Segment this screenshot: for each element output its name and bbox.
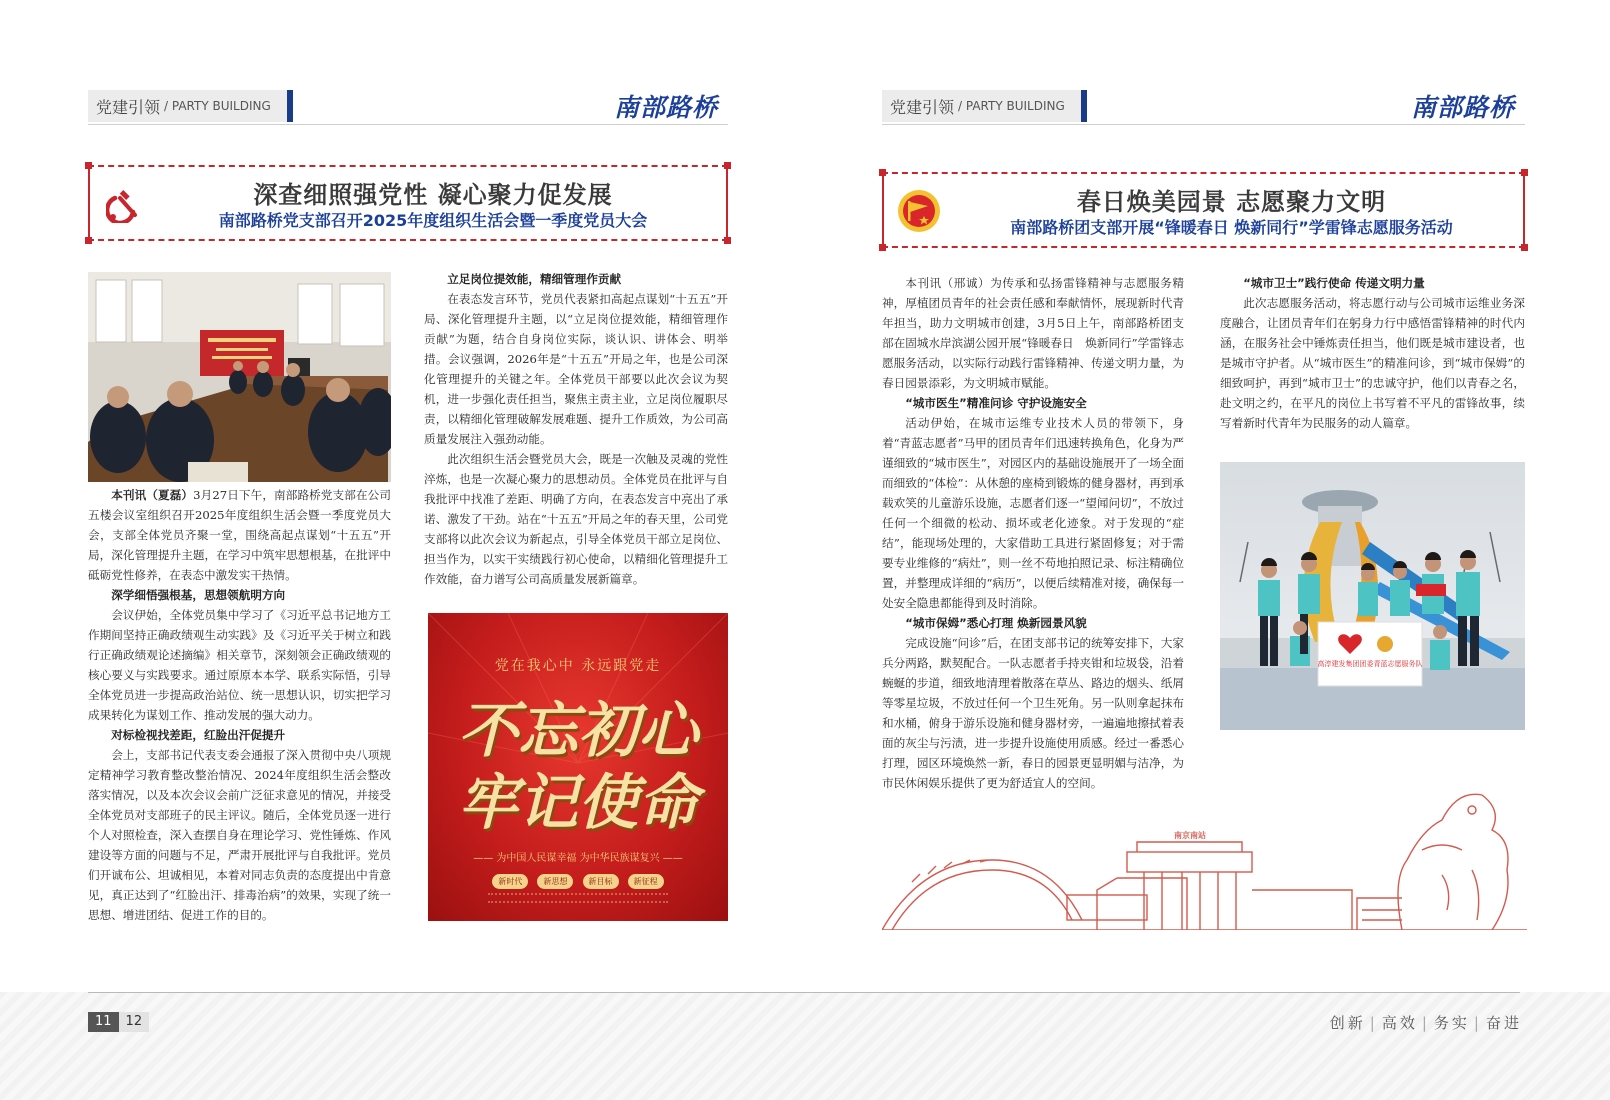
header-rule bbox=[293, 124, 728, 125]
right-column-2 bbox=[1220, 273, 1525, 433]
page-number-left: 11 bbox=[88, 1012, 119, 1032]
slogan-word: 奋进 bbox=[1485, 1014, 1522, 1032]
section-text-3: 在表态发言环节，党员代表紧扣高起点谋划“十五五”开局、深化管理提升主题，以“立足岗位提效能，精细管理作贡献”为题，结合自身岗位实际，谈认识、讲体会、明举措。会议强调，2026年是“十五五”开局之年，也是公司深化管理提升的关键之年。全体党员干部要以此次会议为契机，进一步强化责任担当，聚焦主责主业，立足岗位履职尽责，以精细化管理破解发展难题、提升工作质效，为公司高质量发展注入强劲动能。 bbox=[424, 292, 728, 446]
right-header bbox=[882, 90, 1525, 126]
header-rule-under-tab bbox=[88, 124, 293, 125]
station-label: 南京南站 bbox=[1174, 831, 1206, 840]
poster-line-2: 牢记使命 bbox=[458, 768, 698, 838]
footer-slogan: 创新 | 高效 | 务实 | 奋进 bbox=[1329, 1014, 1522, 1032]
section-text-1: 会议伊始，全体党员集中学习了《习近平总书记地方工作期间坚持正确政绩观生动实践》及《习近平关于树立和践行正确政绩观论述摘编》相关章节，深刻领会正确政绩观的核心要义与实践要求。通过原原本本学、联系实际悟，引导全体党员进一步提高政治站位、统一思想认识，切实把学习成果转化为谋划工作、推动发展的强大动力。 bbox=[88, 608, 391, 722]
poster-chip: 新时代 bbox=[492, 874, 528, 889]
page-numbers bbox=[88, 1010, 149, 1032]
youth-league-emblem-icon bbox=[896, 188, 942, 234]
header-rule bbox=[882, 124, 1525, 125]
section-heading-2: 对标检视找差距，红脸出汗促提升 bbox=[111, 728, 286, 742]
left-column-2 bbox=[424, 269, 728, 589]
closing-paragraph: 此次组织生活会暨党员大会，既是一次触及灵魂的党性淬炼，也是一次凝心聚力的思想动员。全体党员在批评与自我批评中找准了差距、明确了方向，在表态发言中亮出了承诺、激发了干劲。站在“十五五”开局之年的春天里，公司党支部将以此次会议为新起点，引导全体党员干部立足岗位、担当作为，以实干实绩践行初心使命，以精细化管理提升工作效能，奋力谱写公司高质量发展新篇章。 bbox=[424, 452, 728, 586]
meeting-photo bbox=[88, 272, 391, 482]
right-article-title: 春日焕美园景 志愿聚力文明 bbox=[1076, 188, 1387, 216]
section-heading-1: 深学细悟强根基，思想领航明方向 bbox=[111, 588, 286, 602]
slogan-word: 创新 bbox=[1329, 1014, 1366, 1032]
footer-rule bbox=[88, 992, 1520, 993]
left-column-1 bbox=[88, 485, 391, 925]
brand-logo: 南部路桥 bbox=[613, 93, 718, 122]
brand-logo: 南部路桥 bbox=[1410, 93, 1515, 122]
footer-band bbox=[0, 992, 1610, 1100]
right-title-box bbox=[882, 172, 1525, 248]
poster-line-1: 不忘初心 bbox=[458, 696, 698, 766]
right-column-1 bbox=[882, 273, 1184, 793]
lead-byline: 本刊讯（夏磊） bbox=[111, 488, 194, 502]
section-label-cn: 党建引领 bbox=[96, 97, 161, 117]
banner-text: 高淳建发集团团委青蓝志愿服务队 bbox=[1317, 660, 1423, 668]
poster-bottom-slogan: —— 为中国人民谋幸福 为中华民族谋复兴 —— bbox=[473, 853, 683, 864]
volunteer-photo bbox=[1220, 462, 1525, 730]
left-article-subtitle: 南部路桥党支部召开2025年度组织生活会暨一季度党员大会 bbox=[218, 211, 648, 230]
party-poster bbox=[428, 613, 728, 921]
intro-paragraph: 本刊讯（邢诚）为传承和弘扬雷锋精神与志愿服务精神，厚植团员青年的社会责任感和奉献情怀，展现新时代青年担当，助力文明城市创建，3月5日上午，南部路桥团支部在固城水岸滨湖公园开展“锋暖春日 焕新同行”学雷锋志愿服务活动，以实际行动践行雷锋精神、传递文明力量，为春日园景添彩，为文明城市赋能。 bbox=[882, 276, 1184, 390]
slogan-word: 高效 bbox=[1381, 1014, 1418, 1032]
hammer-sickle-icon bbox=[106, 187, 142, 223]
poster-chips bbox=[428, 869, 728, 889]
left-article-title: 深查细照强党性 凝心聚力促发展 bbox=[253, 181, 613, 209]
poster-chip: 新征程 bbox=[628, 874, 664, 889]
section-label-cn: 党建引领 bbox=[890, 97, 955, 117]
poster-fine-print bbox=[488, 893, 668, 903]
section-label-en: / PARTY BUILDING bbox=[164, 99, 271, 113]
poster-chip: 新目标 bbox=[583, 874, 619, 889]
lead-text: 3月27日下午，南部路桥党支部在公司五楼会议室组织召开2025年度组织生活会暨一季度党员大会，支部全体党员齐聚一堂，围绕高起点谋划“十五五”开局，深化管理提升主题，在学习中筑牢思想根基，在批评中砥砺党性修养，在表态中激发实干热情。 bbox=[88, 488, 391, 582]
left-page bbox=[0, 0, 805, 960]
section-text-3: 此次志愿服务活动，将志愿行动与公司城市运维业务深度融合，让团员青年们在躬身力行中感悟雷锋精神的时代内涵，在服务社会中锤炼责任担当，他们既是城市建设者，也是城市守护者。从“城市医生”的精准问诊，到“城市保姆”的细致呵护，再到“城市卫士”的忠诚守护，他们以青春之名，赴文明之约，在平凡的岗位上书写着不平凡的雷锋故事，续写着新时代青年为民服务的动人篇章。 bbox=[1220, 296, 1525, 430]
city-skyline-illustration bbox=[882, 770, 1527, 930]
section-label-en: / PARTY BUILDING bbox=[958, 99, 1065, 113]
right-article-subtitle: 南部路桥团支部开展“锋暖春日 焕新同行”学雷锋志愿服务活动 bbox=[1010, 218, 1453, 237]
poster-top-slogan: 党在我心中 永远跟党走 bbox=[494, 658, 662, 674]
page-number-right: 12 bbox=[119, 1012, 150, 1032]
section-heading-1: “城市医生”精准问诊 守护设施安全 bbox=[905, 396, 1087, 410]
section-text-2: 完成设施“问诊”后，在团支部书记的统筹安排下，大家兵分两路，默契配合。一队志愿者手持夹钳和垃圾袋，沿着蜿蜒的步道，细致地清理着散落在草丛、路边的烟头、纸屑等零星垃圾，不放过任何一个卫生死角。另一队则拿起抹布和水桶，俯身于游乐设施和健身器材旁，一遍遍地擦拭着表面的灰尘与污渍，进一步提升设施使用质感。经过一番悉心打理，园区环境焕然一新，春日的园景更显明媚与洁净，为市民休闲娱乐提供了更为舒适宜人的空间。 bbox=[882, 636, 1184, 790]
right-page bbox=[805, 0, 1610, 960]
left-header bbox=[88, 90, 728, 126]
section-text-1: 活动伊始，在城市运维专业技术人员的带领下，身着“青蓝志愿者”马甲的团员青年们迅速转换角色，化身为严谨细致的“城市医生”，对园区内的基础设施展开了一场全面而细致的“体检”：从休憩的座椅到锻炼的健身器材，再到承载欢笑的儿童游乐设施，志愿者们逐一“望闻问切”，不放过任何一个细微的松动、损坏或老化迹象。对于发现的“症结”，能现场处理的，大家借助工具进行紧固修复；对于需要专业维修的“病灶”，则一丝不苟地拍照记录、标注精确位置，并整理成详细的“病历”，以便后续精准对接，确保每一处安全隐患都能得到及时消除。 bbox=[882, 416, 1184, 610]
lead-paragraph bbox=[88, 485, 391, 585]
section-tab bbox=[882, 90, 1087, 122]
section-tab bbox=[88, 90, 293, 122]
section-heading-3: “城市卫士”践行使命 传递文明力量 bbox=[1243, 276, 1425, 290]
poster-chip: 新思想 bbox=[537, 874, 573, 889]
section-heading-2: “城市保姆”悉心打理 焕新园景风貌 bbox=[905, 616, 1087, 630]
section-heading-3: 立足岗位提效能，精细管理作贡献 bbox=[447, 272, 622, 286]
left-title-box bbox=[88, 165, 728, 241]
section-text-2: 会上，支部书记代表支委会通报了深入贯彻中央八项规定精神学习教育整改整治情况、2024年度组织生活会整改落实情况，以及本次会议会前广泛征求意见的情况，并接受全体党员对支部班子的民主评议。随后，全体党员逐一进行个人对照检查，深入查摆自身在理论学习、党性锤炼、作风建设等方面的问题与不足，严肃开展批评与自我批评。党员们开诚布公、坦诚相见，本着对同志负责的态度提出中肯意见，真正达到了“红脸出汗、排毒治病”的效果，实现了统一思想、增进团结、促进工作的目的。 bbox=[88, 748, 391, 922]
slogan-word: 务实 bbox=[1433, 1014, 1470, 1032]
